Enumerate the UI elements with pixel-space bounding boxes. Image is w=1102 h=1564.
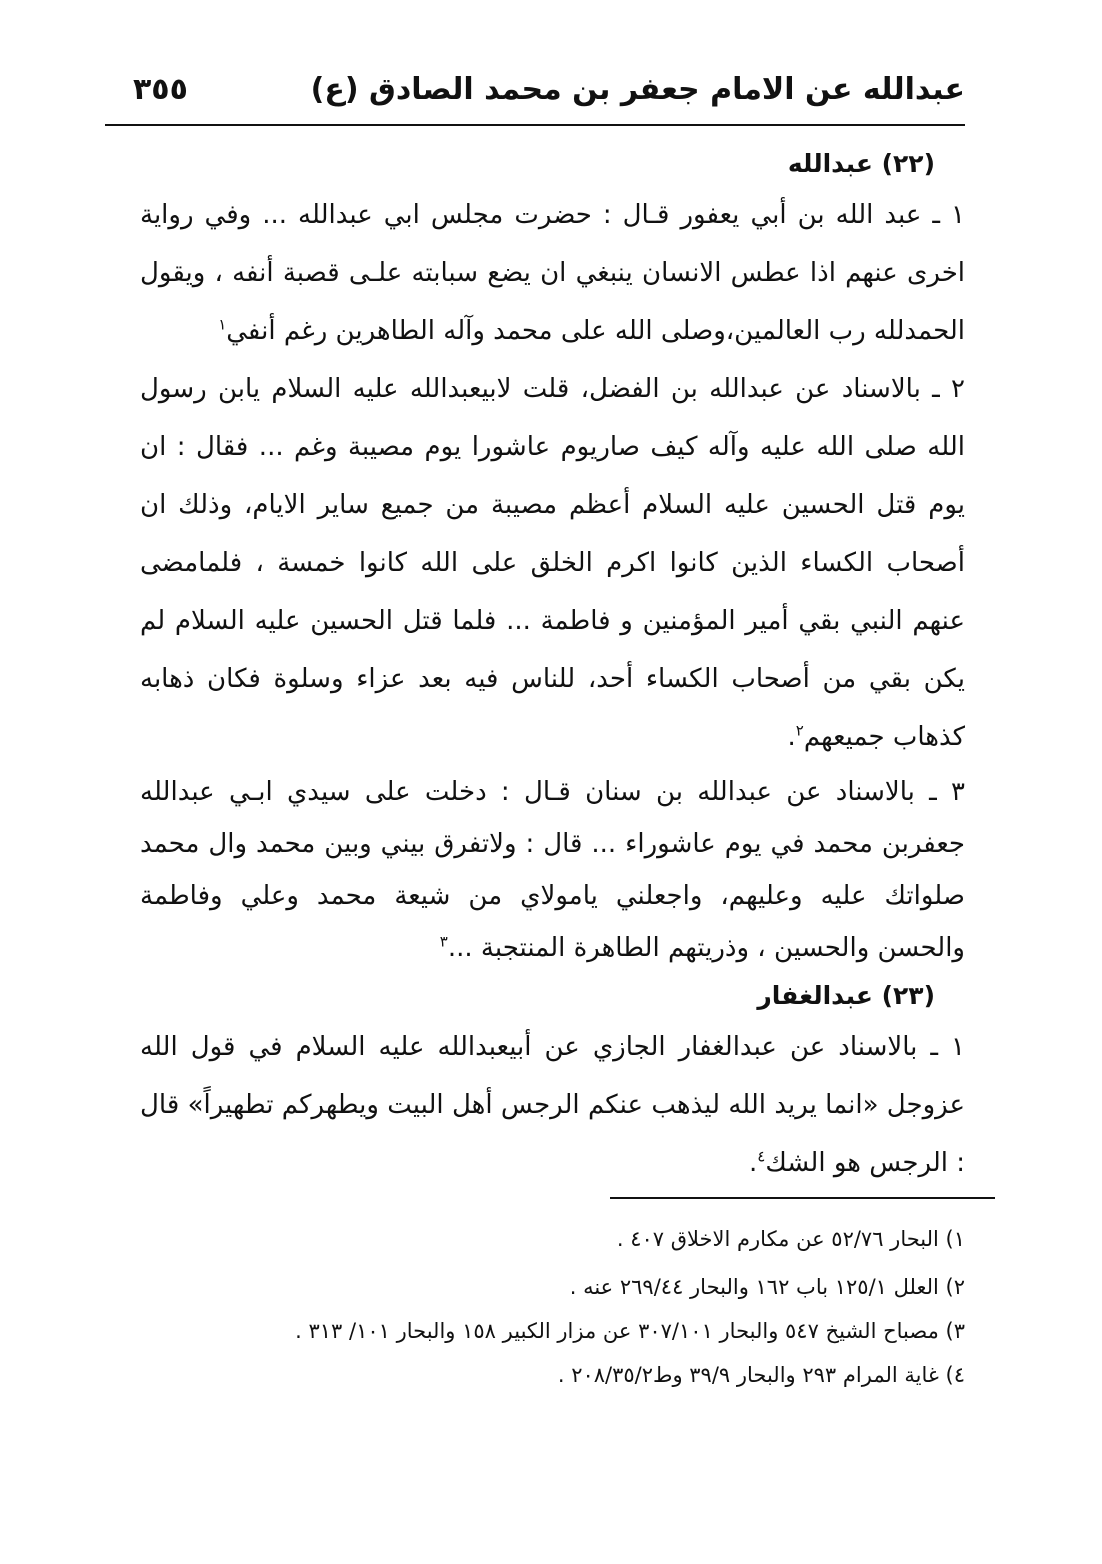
paragraph <box>140 360 965 766</box>
footnotes <box>140 1215 965 1399</box>
paragraph-end: . <box>787 722 796 752</box>
paragraph-end: . <box>749 1148 758 1178</box>
paragraph-text: ١ ـ بالاسناد عن عبدالغفار الجازي عن أبيعبدالله عليه السلام في قول الله عزوجل «انما يريد الله ليذهب عنكم الرجس أهل البيت ويطهركم تطهيراً» قال : الرجس هو الشك <box>140 1032 965 1178</box>
footnote-marker: ١ <box>218 315 227 334</box>
page-header <box>105 68 965 124</box>
footnote-marker: ٣ <box>439 932 448 951</box>
footnote-marker: ٤ <box>757 1147 766 1166</box>
section-heading: (٢٢) عبدالله <box>787 149 935 178</box>
footnote: ١) البحار ٥٢/٧٦ عن مكارم الاخلاق ٤٠٧ . <box>616 1227 965 1251</box>
paragraph <box>140 186 965 360</box>
footnote-rule <box>610 1197 995 1199</box>
footnote: ٤) غاية المرام ٢٩٣ والبحار ٣٩/٩ وط٢٠٨/٣٥/٢ . <box>557 1363 965 1387</box>
paragraph-text: ١ ـ عبد الله بن أبي يعفور قـال : حضرت مجلس ابي عبدالله ... وفي رواية اخرى عنهم اذا عطس الانسان ينبغي ان يضع سبابته علـى قصبة أنفه ، ويقول الحمدلله رب العالمين،وصلى الله على محمد وآله الطاهرين رغم أنفي <box>140 200 965 346</box>
footnote: ٣) مصباح الشيخ ٥٤٧ والبحار ٣٠٧/١٠١ عن مزار الكبير ١٥٨ والبحار ١٠١/ ٣١٣ . <box>295 1319 965 1343</box>
paragraph <box>140 1018 965 1192</box>
paragraph-text: ٢ ـ بالاسناد عن عبدالله بن الفضل، قلت لابيعبدالله عليه السلام يابن رسول الله صلى الله عليه وآله كيف صاريوم عاشورا يوم مصيبة وغم ... فقال : ان يوم قتل الحسين عليه السلام أعظم مصيبة من جميع ساير الايام، وذلك ان أصحاب الكساء الذين كانوا اكرم الخلق على الله كانوا خمسة ، فلمامضى عنهم النبي بقي أمير المؤمنين و فاطمة ... فلما قتل الحسين عليه السلام لم يكن بقي من أصحاب الكساء أحد، للناس فيه بعد عزاء وسلوة فكان ذهابه كذهاب جميعهم <box>140 374 965 752</box>
footnote-marker: ٢ <box>795 721 804 740</box>
section-heading: (٢٣) عبدالغفار <box>757 981 935 1010</box>
page-number: ٣٥٥ <box>133 72 188 107</box>
paragraph-text: ٣ ـ بالاسناد عن عبدالله بن سنان قـال : دخلت على سيدي ابـي عبدالله جعفربن محمد في يوم عاشوراء ... قال : ولاتفرق بيني وبين محمد وال محمد صلواتك عليه وعليهم، واجعلني يامولاي من شيعة محمد وعلي وفاطمة والحسن والحسين ، وذريتهم الطاهرة المنتجبة ... <box>140 777 965 963</box>
running-title: عبدالله عن الامام جعفر بن محمد الصادق (ع) <box>310 72 965 107</box>
header-rule <box>105 124 965 126</box>
main-text <box>140 142 965 1192</box>
footnote: ٢) العلل ١٢٥/١ باب ١٦٢ والبحار ٢٦٩/٤٤ عنه . <box>569 1275 965 1299</box>
paragraph <box>140 766 965 974</box>
